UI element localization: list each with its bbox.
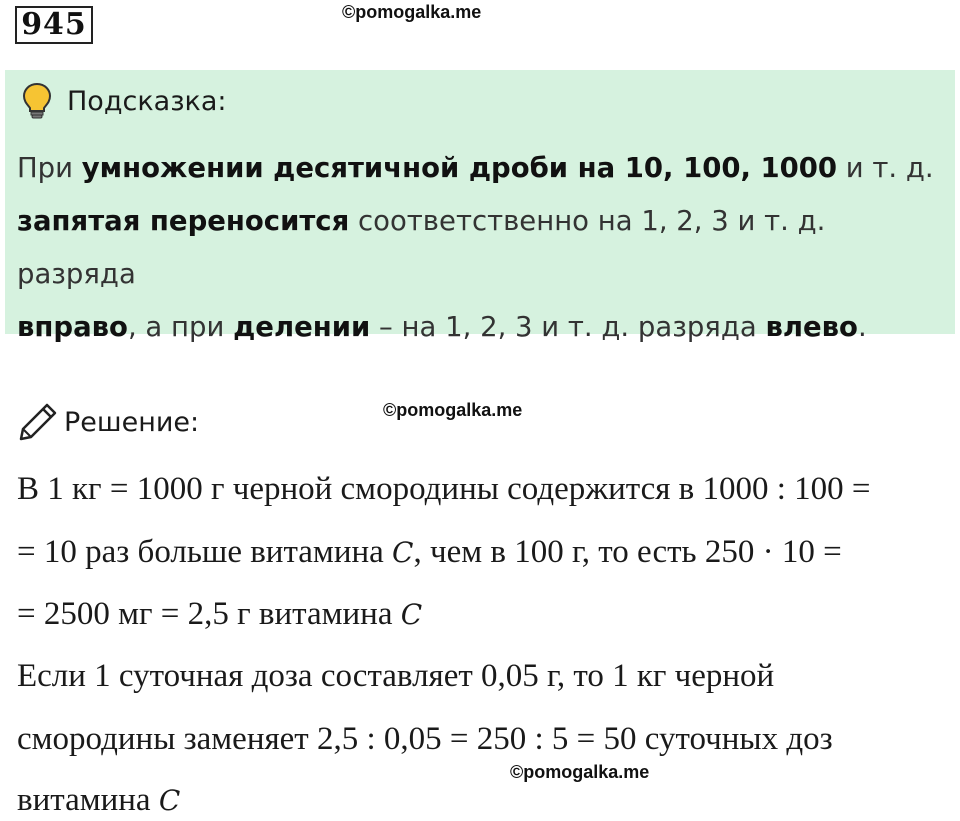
hint-text-span: – на 1, 2, 3 и т. д. разряда — [370, 311, 766, 343]
vitamin-symbol: C — [158, 784, 181, 817]
task-number: 945 — [15, 6, 93, 44]
pencil-icon — [18, 402, 58, 442]
hint-bold-span: вправо — [17, 311, 128, 343]
solution-text: = 10 раз больше витамина — [17, 534, 393, 570]
hint-bold-span: запятая переносится — [17, 205, 350, 237]
solution-title: Решение: — [64, 406, 200, 438]
hint-line-2 — [17, 195, 947, 301]
hint-box — [5, 70, 955, 343]
hint-header — [21, 82, 227, 120]
hint-bold-span: влево — [765, 311, 858, 343]
solution-text: Если 1 суточная доза составляет 0,05 г, то 1 кг черной — [17, 658, 775, 694]
watermark: ©pomogalka.me — [510, 762, 650, 782]
solution-line — [17, 721, 833, 758]
solution-text: витамина — [17, 782, 159, 818]
watermark: ©pomogalka.me — [383, 400, 523, 420]
solution-header — [18, 402, 199, 442]
lightbulb-icon — [21, 82, 53, 120]
watermark: ©pomogalka.me — [342, 2, 482, 22]
hint-bold-span: умножении десятичной дроби на 10, 100, 1000 — [81, 152, 838, 184]
solution-text: смородины заменяет 2,5 : 0,05 = 250 : 5 = 50 суточных доз — [17, 721, 833, 757]
solution-line — [17, 534, 842, 571]
vitamin-symbol: C — [392, 536, 414, 569]
hint-line-1 — [17, 142, 947, 195]
solution-line — [17, 596, 422, 633]
solution-text: = 2500 мг = 2,5 г витамина — [17, 596, 401, 632]
hint-line-3 — [17, 301, 947, 354]
hint-text-span: и т. д. — [837, 152, 934, 184]
solution-text: , чем в 100 г, то есть 250 · 10 = — [413, 534, 842, 570]
hint-text-span: , а при — [127, 311, 234, 343]
solution-line — [17, 782, 180, 819]
hint-text-span: При — [17, 152, 82, 184]
hint-text — [17, 142, 947, 354]
hint-text-span: соответственно на 1, 2, 3 и т. д. разряда — [17, 205, 826, 290]
solution-line — [17, 658, 774, 695]
hint-text-span: . — [857, 311, 867, 343]
vitamin-symbol: C — [400, 598, 423, 631]
solution-line — [17, 471, 871, 508]
hint-title: Подсказка: — [67, 85, 227, 117]
hint-bold-span: делении — [233, 311, 371, 343]
solution-text: В 1 кг = 1000 г черной смородины содержится в 1000 : 100 = — [17, 471, 871, 507]
